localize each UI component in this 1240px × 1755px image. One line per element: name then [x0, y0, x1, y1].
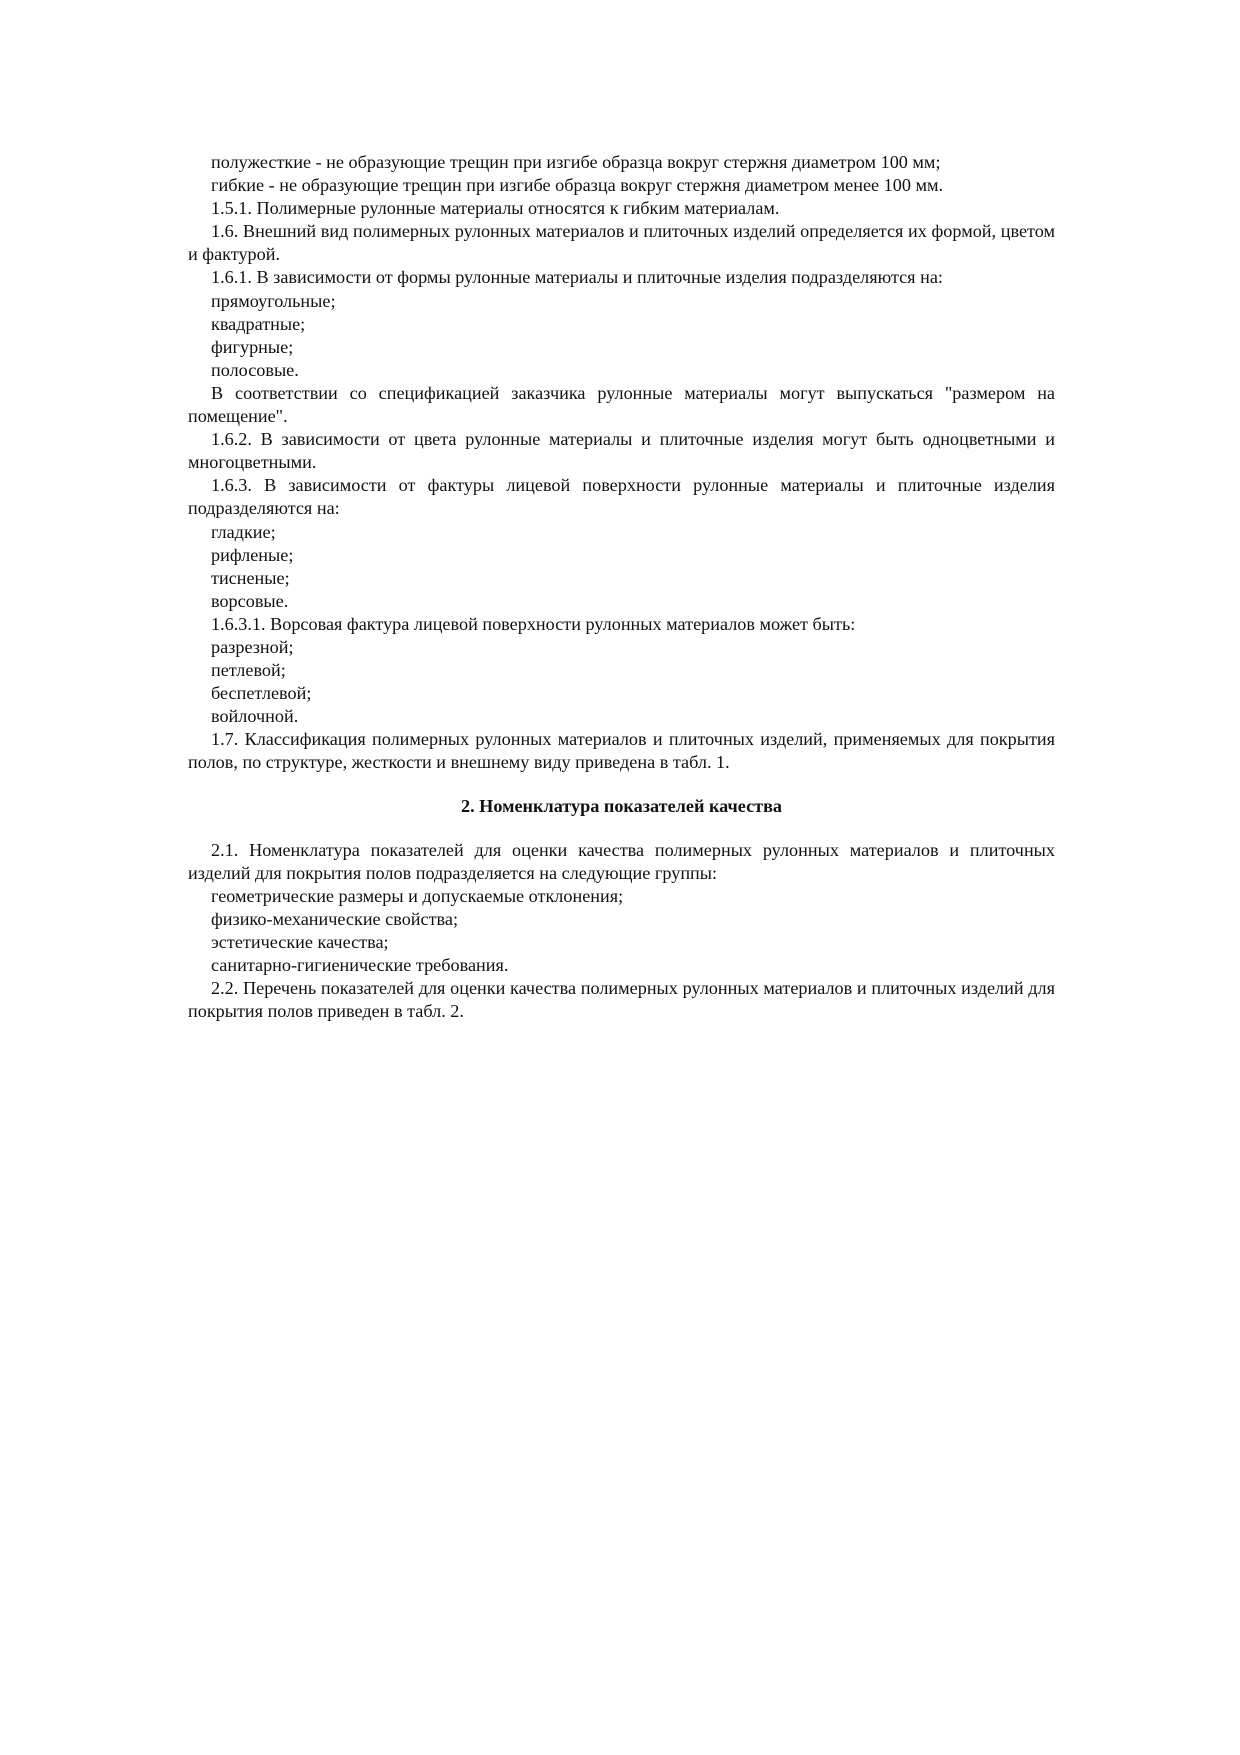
paragraph-1-6-3: 1.6.3. В зависимости от фактуры лицевой поверхности рулонные материалы и плиточные изделия подразделяются на:: [188, 475, 1055, 519]
paragraph-semi-rigid: полужесткие - не образующие трещин при изгибе образца вокруг стержня диаметром 100 мм;: [211, 152, 941, 172]
list-item-shape: полосовые.: [211, 359, 299, 380]
section-heading: 2. Номенклатура показателей качества: [460, 795, 783, 816]
paragraph-1-5-1: 1.5.1. Полимерные рулонные материалы относятся к гибким материалам.: [211, 198, 780, 219]
list-item-texture: ворсовые.: [211, 590, 289, 611]
list-item-shape: фигурные;: [211, 336, 294, 357]
list-item-group: физико-механические свойства;: [211, 908, 459, 929]
list-item-group: геометрические размеры и допускаемые отклонения;: [211, 885, 624, 906]
paragraph-1-6-2: 1.6.2. В зависимости от цвета рулонные материалы и плиточные изделия могут быть одноцветными и многоцветными.: [188, 429, 1055, 473]
paragraph-flexible: гибкие - не образующие трещин при изгибе образца вокруг стержня диаметром менее 100 мм.: [211, 175, 944, 196]
list-item-shape: квадратные;: [211, 313, 306, 334]
paragraph-2-1: 2.1. Номенклатура показателей для оценки качества полимерных рулонных материалов и плиточных изделий для покрытия полов подразделяется на следующие группы:: [188, 839, 1055, 883]
list-item-texture: рифленые;: [211, 544, 294, 565]
list-item-group: эстетические качества;: [211, 932, 389, 952]
document-page: [188, 151, 1055, 1023]
list-item-shape: прямоугольные;: [211, 290, 336, 311]
list-item-texture: тисненые;: [211, 567, 290, 588]
list-item-pile: петлевой;: [211, 660, 286, 681]
paragraph-1-6-1: 1.6.1. В зависимости от формы рулонные материалы и плиточные изделия подразделяются на:: [211, 267, 943, 288]
list-item-group: санитарно-гигиенические требования.: [211, 955, 509, 976]
paragraph-1-7: 1.7. Классификация полимерных рулонных материалов и плиточных изделий, применяемых для покрытия полов, по структуре, жесткости и внешнему виду приведена в табл. 1.: [188, 729, 1055, 773]
list-item-pile: беспетлевой;: [211, 683, 312, 704]
paragraph-1-6-3-1: 1.6.3.1. Ворсовая фактура лицевой поверхности рулонных материалов может быть:: [211, 613, 856, 634]
paragraph-2-2: 2.2. Перечень показателей для оценки качества полимерных рулонных материалов и плиточных изделий для покрытия полов приведен в табл. 2.: [188, 978, 1055, 1022]
list-item-pile: разрезной;: [211, 636, 294, 657]
list-item-texture: гладкие;: [211, 521, 276, 542]
paragraph-room-size: В соответствии со спецификацией заказчика рулонные материалы могут выпускаться "размером на помещение".: [188, 382, 1055, 427]
paragraph-1-6: 1.6. Внешний вид полимерных рулонных материалов и плиточных изделий определяется их формой, цветом и фактурой.: [188, 221, 1055, 265]
list-item-pile: войлочной.: [211, 706, 299, 727]
